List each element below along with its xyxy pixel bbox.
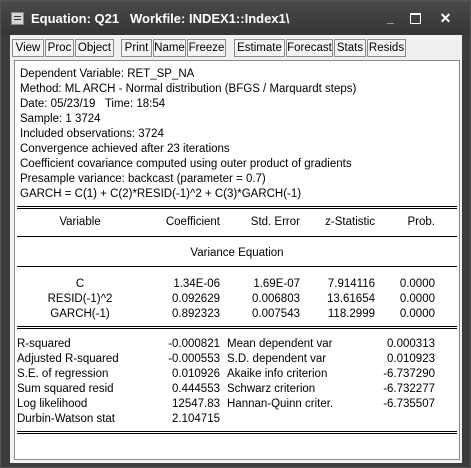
stat-label-right: Akaike info criterion — [227, 368, 328, 380]
method-line: Method: ML ARCH - Normal distribution (BFGS / Marquardt steps) — [20, 83, 357, 95]
table-row-variable: C — [75, 278, 85, 290]
stat-value-right: 0.000313 — [387, 338, 435, 350]
observations-line: Included observations: 3724 — [20, 128, 164, 140]
stat-value-right: 0.010923 — [387, 353, 435, 365]
table-row-variable: GARCH(-1) — [50, 308, 110, 320]
date-line: Date: 05/23/19 Time: 18:54 — [20, 98, 166, 110]
proc-button[interactable]: Proc — [45, 39, 74, 57]
header-rule — [17, 236, 457, 237]
stat-label-left: S.E. of regression — [17, 368, 109, 380]
view-button[interactable]: View — [12, 39, 44, 57]
stat-label-left: R-squared — [17, 338, 71, 350]
covariance-line: Coefficient covariance computed using outer product of gradients — [20, 158, 352, 170]
object-button[interactable]: Object — [75, 39, 114, 57]
window-title — [31, 11, 289, 26]
estimate-button[interactable]: Estimate — [234, 39, 285, 57]
forecast-button[interactable]: Forecast — [286, 39, 333, 57]
estimation-output[interactable] — [14, 60, 460, 460]
stat-label-right: Mean dependent var — [227, 338, 333, 350]
col-header-std-error: Std. Error — [250, 216, 300, 228]
title-bar[interactable] — [1, 1, 470, 35]
table-row-coefficient: 1.34E-06 — [173, 278, 220, 290]
stat-label-right: Schwarz criterion — [227, 383, 316, 395]
stat-value-left: 0.444553 — [172, 383, 220, 395]
table-row-z-statistic: 7.914116 — [327, 278, 375, 290]
table-row-std-error: 1.69E-07 — [253, 278, 300, 290]
stat-value-left: 0.010926 — [172, 368, 220, 380]
table-row-prob: 0.0000 — [399, 308, 435, 320]
stat-value-right: -6.732277 — [383, 383, 435, 395]
stats-bottom-rule-2 — [17, 433, 457, 434]
table-row-z-statistic: 13.61654 — [327, 293, 375, 305]
table-row-coefficient: 0.892323 — [172, 308, 220, 320]
print-button[interactable]: Print — [121, 39, 152, 57]
table-row-std-error: 0.007543 — [252, 308, 300, 320]
stat-label-right: S.D. dependent var — [227, 353, 327, 365]
table-top-rule-2 — [17, 208, 457, 209]
table-top-rule — [17, 206, 457, 207]
window-client — [10, 35, 462, 463]
table-row-prob: 0.0000 — [399, 278, 435, 290]
toolbar — [10, 35, 462, 60]
close-button[interactable]: ✕ — [439, 10, 452, 26]
stats-top-rule — [17, 326, 457, 327]
stat-value-right: -6.735507 — [383, 398, 435, 410]
variance-equation-title: Variance Equation — [190, 247, 284, 259]
table-row-coefficient: 0.092629 — [172, 293, 220, 305]
stat-value-left: -0.000553 — [168, 353, 220, 365]
stat-value-left: 2.104715 — [172, 413, 220, 425]
stat-value-left: 12547.83 — [172, 398, 220, 410]
stats-button[interactable]: Stats — [334, 39, 366, 57]
stats-bottom-rule — [17, 431, 457, 432]
stat-value-left: -0.000821 — [168, 338, 220, 350]
minimize-button[interactable]: _ — [387, 11, 394, 25]
equation-icon — [11, 12, 24, 25]
stat-label-right: Hannan-Quinn criter. — [227, 398, 334, 410]
table-row-variable: RESID(-1)^2 — [47, 293, 113, 305]
presample-line: Presample variance: backcast (parameter = 0.7) — [20, 173, 266, 185]
section-rule — [17, 266, 457, 267]
name-button[interactable]: Name — [153, 39, 186, 57]
col-header-prob: Prob. — [407, 216, 435, 228]
garch-equation-line: GARCH = C(1) + C(2)*RESID(-1)^2 + C(3)*GARCH(-1) — [20, 188, 302, 200]
col-header-variable: Variable — [59, 216, 101, 228]
table-row-prob: 0.0000 — [399, 293, 435, 305]
dependent-variable-line: Dependent Variable: RET_SP_NA — [20, 68, 195, 80]
stat-label-left: Adjusted R-squared — [17, 353, 119, 365]
col-header-z-statistic: z-Statistic — [325, 216, 375, 228]
table-row-std-error: 0.006803 — [252, 293, 300, 305]
maximize-button[interactable] — [409, 12, 422, 25]
equation-title: Equation: Q21 — [31, 11, 120, 26]
sample-line: Sample: 1 3724 — [20, 113, 101, 125]
stat-value-right: -6.737290 — [383, 368, 435, 380]
col-header-coefficient: Coefficient — [165, 216, 220, 228]
stat-label-left: Durbin-Watson stat — [17, 413, 115, 425]
stats-top-rule-2 — [17, 328, 457, 329]
freeze-button[interactable]: Freeze — [187, 39, 226, 57]
workfile-title: Workfile: INDEX1::Index1\ — [129, 11, 290, 26]
stat-label-left: Sum squared resid — [17, 383, 114, 395]
stat-label-left: Log likelihood — [17, 398, 88, 410]
resids-button[interactable]: Resids — [367, 39, 406, 57]
table-row-z-statistic: 118.2999 — [327, 308, 375, 320]
convergence-line: Convergence achieved after 23 iterations — [20, 143, 230, 155]
